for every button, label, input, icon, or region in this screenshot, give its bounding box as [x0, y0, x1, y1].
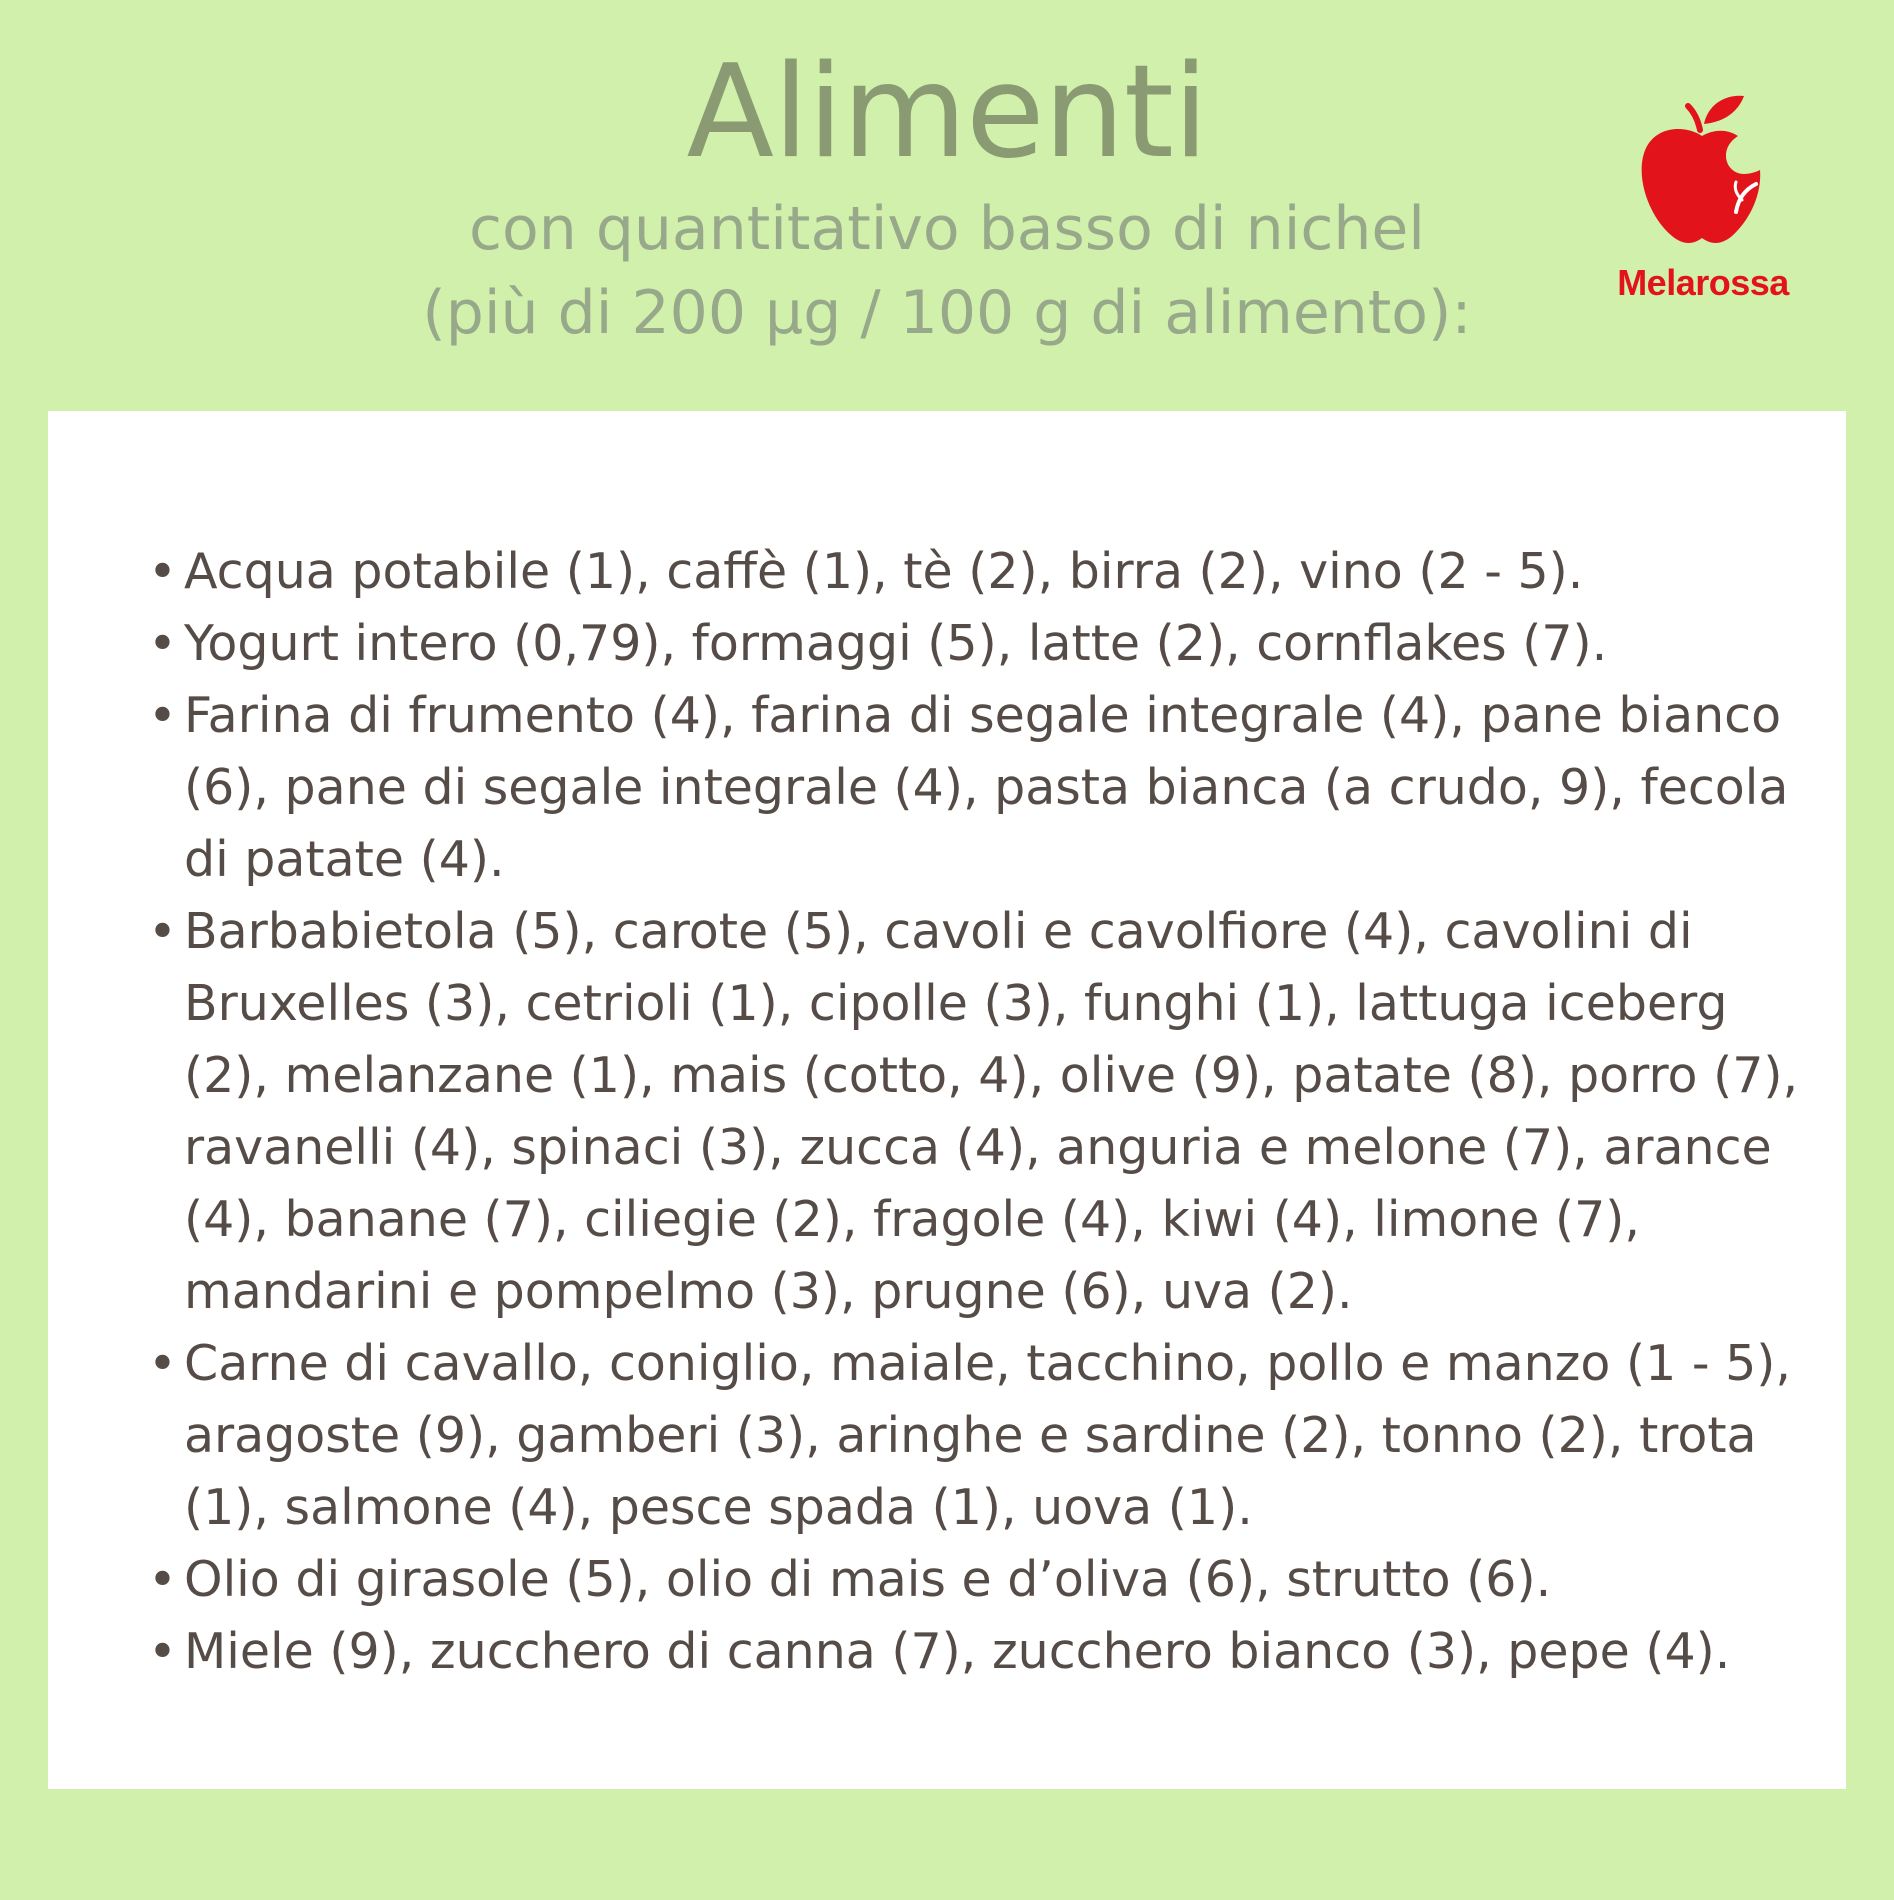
bullet: • [148, 687, 177, 744]
list-item-text: Yogurt intero (0,79), formaggi (5), latte (2), cornflakes (7). [184, 615, 1608, 672]
list-item-text: Acqua potabile (1), caffè (1), tè (2), birra (2), vino (2 - 5). [184, 543, 1584, 600]
list-item [148, 1328, 1808, 1544]
bullet: • [148, 543, 177, 600]
header [0, 0, 1894, 400]
list-item-text: Carne di cavallo, coniglio, maiale, tacchino, pollo e manzo (1 - 5), aragoste (9), gamberi (3), aringhe e sardine (2), tonno (2), trota (1), salmone (4), pesce spada (1), uova (1). [184, 1335, 1791, 1536]
page-title: Alimenti [686, 38, 1208, 187]
list-item [148, 608, 1808, 680]
list-item [148, 1544, 1808, 1616]
brand-logo [1598, 90, 1808, 310]
bullet: • [148, 903, 177, 960]
bullet: • [148, 615, 177, 672]
apple-icon [1638, 90, 1768, 250]
list-item-text: Farina di frumento (4), farina di segale integrale (4), pane bianco (6), pane di segale integrale (4), pasta bianca (a crudo, 9), fecola di patate (4). [184, 687, 1789, 888]
list-item [148, 896, 1808, 1328]
list-item [148, 680, 1808, 896]
list-item-text: Olio di girasole (5), olio di mais e d’oliva (6), strutto (6). [184, 1551, 1552, 1608]
page-subtitle-line-1: con quantitativo basso di nichel [469, 194, 1425, 264]
content-card [48, 411, 1846, 1789]
bullet: • [148, 1551, 177, 1608]
food-list [148, 536, 1808, 1688]
page-subtitle-line-2: (più di 200 µg / 100 g di alimento): [422, 278, 1472, 348]
list-item [148, 1616, 1808, 1688]
brand-name: Melarossa [1617, 262, 1789, 303]
bullet: • [148, 1623, 177, 1680]
list-item [148, 536, 1808, 608]
list-item-text: Miele (9), zucchero di canna (7), zucchero bianco (3), pepe (4). [184, 1623, 1731, 1680]
bullet: • [148, 1335, 177, 1392]
list-item-text: Barbabietola (5), carote (5), cavoli e cavolfiore (4), cavolini di Bruxelles (3), cetrioli (1), cipolle (3), funghi (1), lattuga iceberg (2), melanzane (1), mais (cotto, 4), olive (9), patate (8), porro (7), ravanelli (4), spinaci (3), zucca (4), anguria e melone (7), arance (4), banane (7), ciliegie (2), fragole (4), kiwi (4), limone (7), mandarini e pompelmo (3), prugne (6), uva (2). [184, 903, 1799, 1320]
